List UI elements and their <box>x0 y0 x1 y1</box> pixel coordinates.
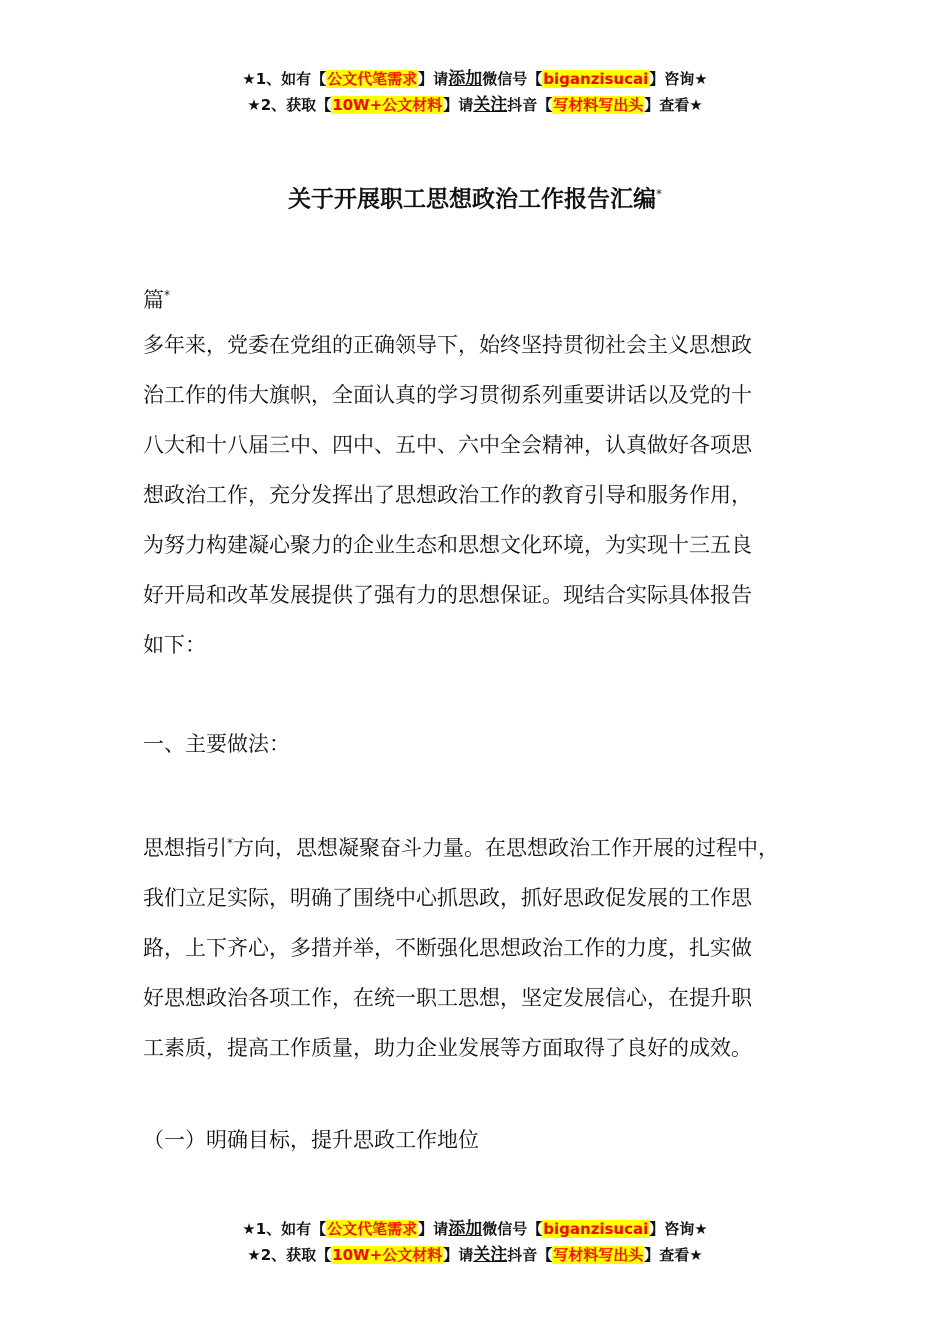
banner-line-1: ★1、如有【公文代笔需求】请添加微信号【biganzisucai】咨询★ <box>242 69 708 89</box>
text-line: 治工作的伟大旗帜，全面认真的学习贯彻系列重要讲话以及党的十 <box>143 383 752 407</box>
text-line: 八大和十八届三中、四中、五中、六中全会精神，认真做好各项思 <box>143 433 752 457</box>
text-line: 我们立足实际，明确了围绕中心抓思政，抓好思政促发展的工作思 <box>143 886 752 910</box>
top-banner <box>0 66 950 118</box>
heading-clear-goals: （一）明确目标，提升思政工作地位 <box>143 1128 479 1152</box>
highlight-ghostwriting: 公文代笔需求 <box>327 1220 418 1238</box>
highlight-wechat-id: biganzisucai <box>543 70 649 88</box>
highlight-materials: 10W+公文材料 <box>332 1246 443 1264</box>
text-line: 思想指引*方向，思想凝聚奋斗力量。在思想政治工作开展的过程中， <box>143 836 779 860</box>
banner-line-1: ★1、如有【公文代笔需求】请添加微信号【biganzisucai】咨询★ <box>242 1219 708 1239</box>
highlight-douyin: 写材料写出头 <box>553 96 644 114</box>
banner-line-2: ★2、获取【10W+公文材料】请关注抖音【写材料写出头】查看★ <box>247 95 703 115</box>
document-title: 关于开展职工思想政治工作报告汇编* <box>288 186 662 213</box>
banner-line-2: ★2、获取【10W+公文材料】请关注抖音【写材料写出头】查看★ <box>247 1245 703 1265</box>
text-line: 多年来，党委在党组的正确领导下，始终坚持贯彻社会主义思想政 <box>143 333 752 357</box>
section-label: 篇* <box>143 288 170 312</box>
highlight-materials: 10W+公文材料 <box>332 96 443 114</box>
text-line: 路，上下齐心，多措并举，不断强化思想政治工作的力度，扎实做 <box>143 936 752 960</box>
text-line: 为努力构建凝心聚力的企业生态和思想文化环境，为实现十三五良 <box>143 533 752 557</box>
highlight-ghostwriting: 公文代笔需求 <box>327 70 418 88</box>
text-line: 工素质，提高工作质量，助力企业发展等方面取得了良好的成效。 <box>143 1036 752 1060</box>
text-line: 好思想政治各项工作，在统一职工思想，坚定发展信心，在提升职 <box>143 986 752 1010</box>
highlight-wechat-id: biganzisucai <box>543 1220 649 1238</box>
bottom-banner <box>0 1216 950 1268</box>
intro-paragraph <box>143 320 823 670</box>
practices-paragraph <box>143 818 823 1073</box>
text-line: 如下： <box>143 633 206 657</box>
text-line: 想政治工作，充分发挥出了思想政治工作的教育引导和服务作用， <box>143 483 752 507</box>
highlight-douyin: 写材料写出头 <box>553 1246 644 1264</box>
text-line: 好开局和改革发展提供了强有力的思想保证。现结合实际具体报告 <box>143 583 752 607</box>
heading-main-practices: 一、主要做法： <box>143 732 290 756</box>
